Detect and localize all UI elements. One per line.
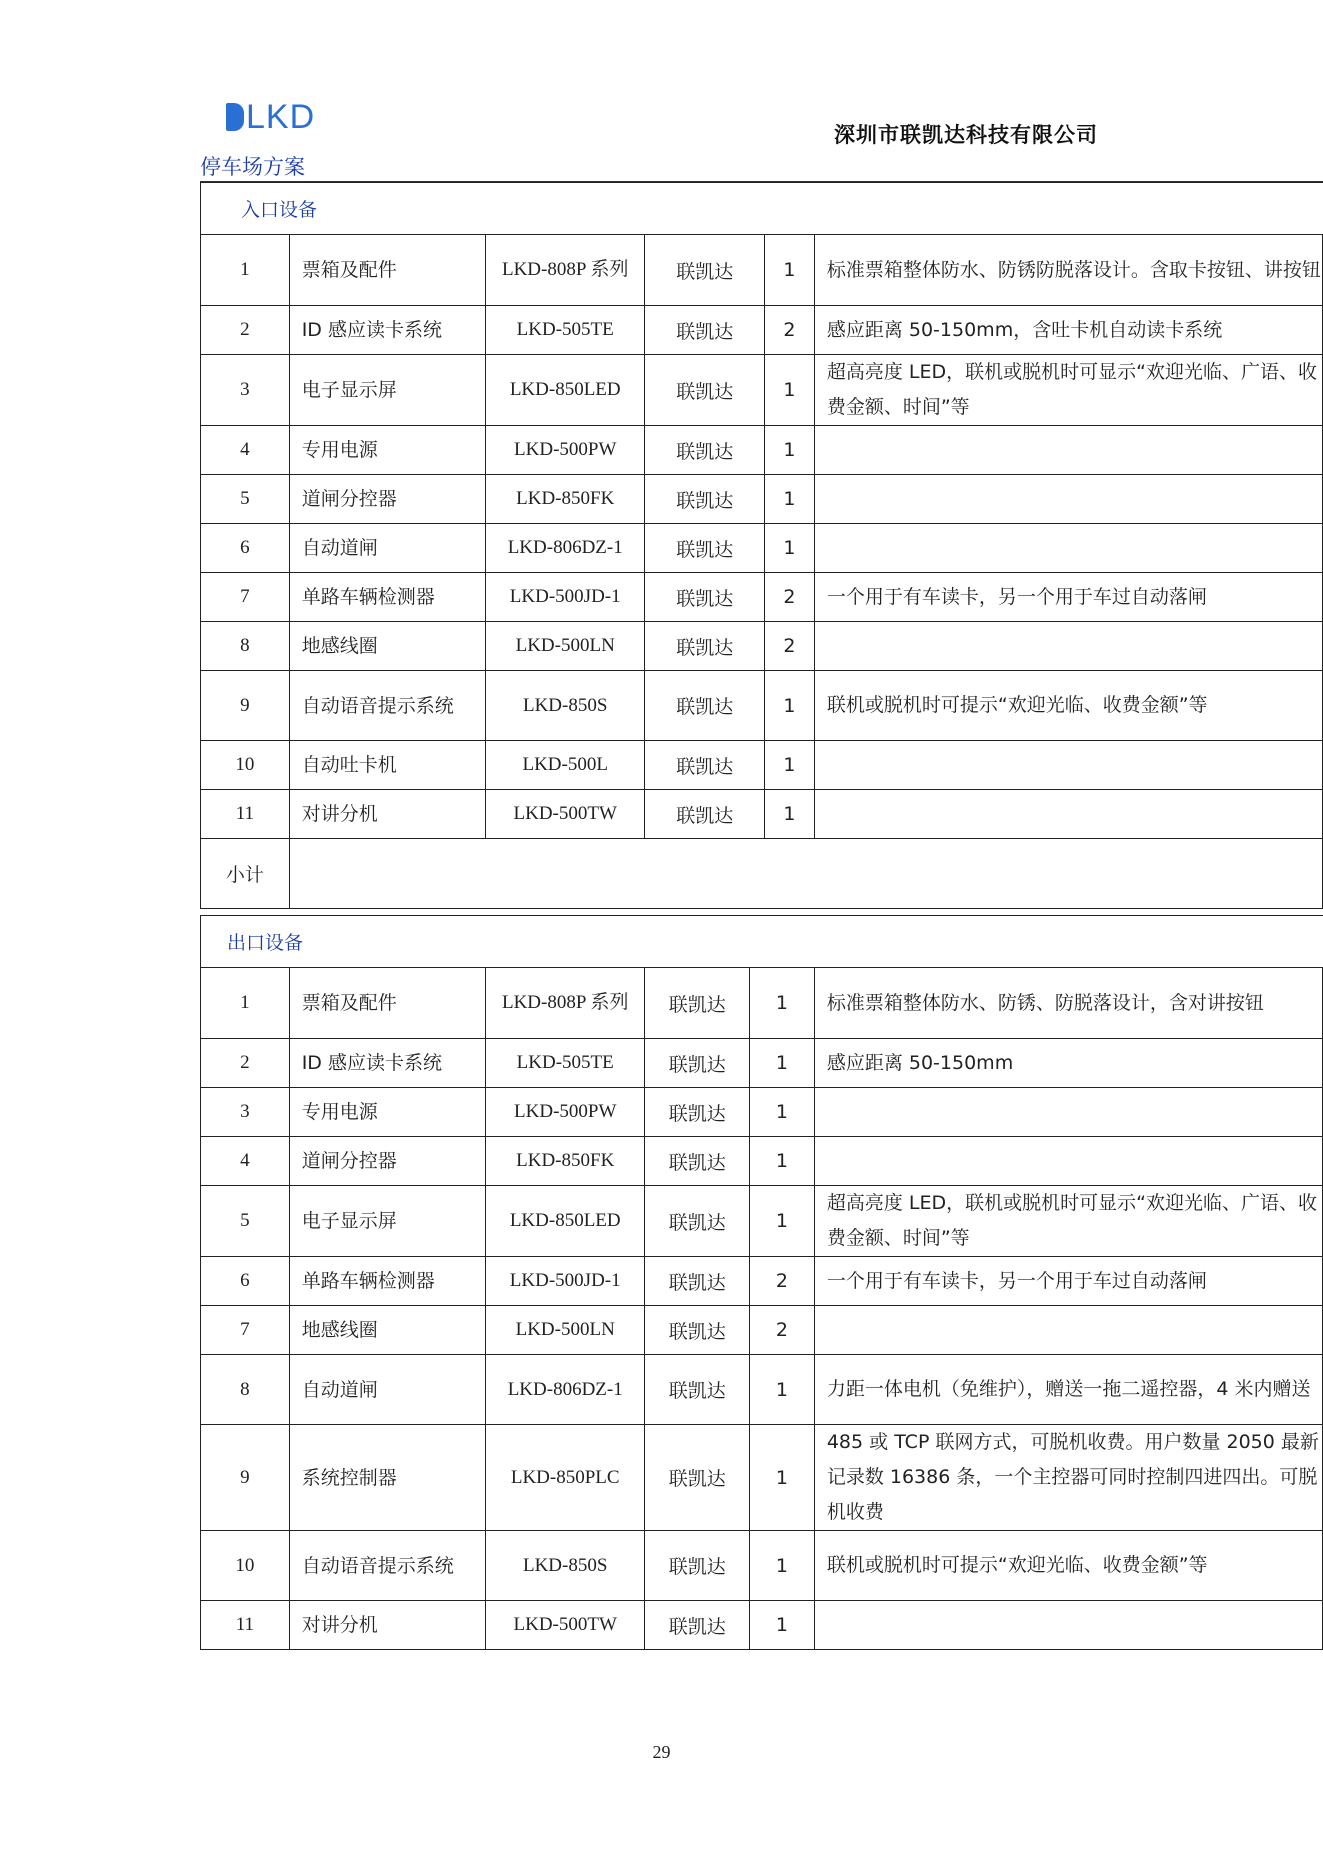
table-row bbox=[201, 426, 1323, 475]
entry-section-title: 入口设备 bbox=[201, 183, 1323, 235]
item-model: LKD-500L bbox=[486, 741, 645, 790]
exit-equipment-table bbox=[200, 915, 1323, 1650]
item-quantity: 1 bbox=[750, 1355, 815, 1425]
item-number: 3 bbox=[201, 355, 290, 426]
item-brand: 联凯达 bbox=[645, 1355, 750, 1425]
item-brand: 联凯达 bbox=[645, 355, 765, 426]
item-model: LKD-850LED bbox=[486, 1186, 645, 1257]
item-description: 超高亮度 LED，联机或脱机时可显示“欢迎光临、广语、收费金额、时间”等 bbox=[814, 355, 1322, 426]
item-description: 一个用于有车读卡，另一个用于车过自动落闸 bbox=[814, 573, 1322, 622]
item-brand: 联凯达 bbox=[645, 1186, 750, 1257]
company-name: 深圳市联凯达科技有限公司 bbox=[834, 122, 1098, 147]
item-name: 对讲分机 bbox=[289, 790, 485, 839]
table-row bbox=[201, 1601, 1323, 1650]
table-row bbox=[201, 1257, 1323, 1306]
item-description: 联机或脱机时可提示“欢迎光临、收费金额”等 bbox=[814, 671, 1322, 741]
item-model: LKD-850PLC bbox=[486, 1425, 645, 1531]
table-row bbox=[201, 968, 1323, 1039]
item-model: LKD-808P 系列 bbox=[486, 968, 645, 1039]
item-brand: 联凯达 bbox=[645, 1601, 750, 1650]
item-brand: 联凯达 bbox=[645, 1425, 750, 1531]
item-quantity: 1 bbox=[765, 790, 815, 839]
item-number: 7 bbox=[201, 1306, 290, 1355]
subtotal-row bbox=[201, 839, 1323, 909]
table-row bbox=[201, 1186, 1323, 1257]
item-name: 道闸分控器 bbox=[289, 475, 485, 524]
item-model: LKD-500JD-1 bbox=[486, 1257, 645, 1306]
item-number: 9 bbox=[201, 1425, 290, 1531]
item-model: LKD-500TW bbox=[486, 790, 645, 839]
item-brand: 联凯达 bbox=[645, 622, 765, 671]
item-brand: 联凯达 bbox=[645, 235, 765, 306]
item-number: 10 bbox=[201, 741, 290, 790]
item-brand: 联凯达 bbox=[645, 671, 765, 741]
item-name: 单路车辆检测器 bbox=[289, 1257, 485, 1306]
item-name: 自动道闸 bbox=[289, 524, 485, 573]
item-quantity: 1 bbox=[750, 968, 815, 1039]
item-model: LKD-808P 系列 bbox=[486, 235, 645, 306]
item-quantity: 1 bbox=[750, 1425, 815, 1531]
item-description bbox=[814, 426, 1322, 475]
subtotal-label: 小计 bbox=[201, 839, 290, 909]
item-description bbox=[814, 741, 1322, 790]
item-name: ID 感应读卡系统 bbox=[289, 1039, 485, 1088]
item-description: 一个用于有车读卡，另一个用于车过自动落闸 bbox=[814, 1257, 1322, 1306]
item-brand: 联凯达 bbox=[645, 1531, 750, 1601]
item-quantity: 1 bbox=[750, 1601, 815, 1650]
item-number: 4 bbox=[201, 1137, 290, 1186]
item-number: 5 bbox=[201, 475, 290, 524]
item-name: 系统控制器 bbox=[289, 1425, 485, 1531]
table-row bbox=[201, 1137, 1323, 1186]
table-row bbox=[201, 622, 1323, 671]
item-quantity: 1 bbox=[765, 355, 815, 426]
table-row bbox=[201, 741, 1323, 790]
item-quantity: 1 bbox=[750, 1186, 815, 1257]
table-row bbox=[201, 573, 1323, 622]
item-number: 2 bbox=[201, 306, 290, 355]
item-name: 地感线圈 bbox=[289, 622, 485, 671]
subtotal-value bbox=[289, 839, 1322, 909]
item-quantity: 1 bbox=[765, 524, 815, 573]
item-name: 票箱及配件 bbox=[289, 968, 485, 1039]
item-model: LKD-500LN bbox=[486, 1306, 645, 1355]
item-model: LKD-850FK bbox=[486, 475, 645, 524]
item-number: 11 bbox=[201, 1601, 290, 1650]
item-brand: 联凯达 bbox=[645, 968, 750, 1039]
table-row bbox=[201, 671, 1323, 741]
item-quantity: 1 bbox=[750, 1088, 815, 1137]
item-model: LKD-500JD-1 bbox=[486, 573, 645, 622]
item-number: 6 bbox=[201, 524, 290, 573]
item-model: LKD-850LED bbox=[486, 355, 645, 426]
item-number: 8 bbox=[201, 1355, 290, 1425]
item-name: 对讲分机 bbox=[289, 1601, 485, 1650]
item-model: LKD-505TE bbox=[486, 306, 645, 355]
item-number: 4 bbox=[201, 426, 290, 475]
item-name: 自动语音提示系统 bbox=[289, 671, 485, 741]
logo-text: LKD bbox=[246, 98, 316, 136]
item-brand: 联凯达 bbox=[645, 306, 765, 355]
item-number: 3 bbox=[201, 1088, 290, 1137]
item-description: 力距一体电机（免维护），赠送一拖二遥控器，4 米内赠送 bbox=[814, 1355, 1322, 1425]
item-model: LKD-850S bbox=[486, 671, 645, 741]
item-quantity: 1 bbox=[765, 475, 815, 524]
item-description: 感应距离 50-150mm bbox=[814, 1039, 1322, 1088]
item-number: 8 bbox=[201, 622, 290, 671]
company-logo bbox=[226, 100, 315, 134]
item-model: LKD-500PW bbox=[486, 1088, 645, 1137]
item-name: 专用电源 bbox=[289, 426, 485, 475]
item-description bbox=[814, 524, 1322, 573]
item-brand: 联凯达 bbox=[645, 741, 765, 790]
item-quantity: 1 bbox=[750, 1039, 815, 1088]
item-description: 485 或 TCP 联网方式，可脱机收费。用户数量 2050 最新记录数 16386 条，一个主控器可同时控制四进四出。可脱机收费 bbox=[814, 1425, 1322, 1531]
item-description bbox=[814, 1137, 1322, 1186]
item-number: 2 bbox=[201, 1039, 290, 1088]
item-description bbox=[814, 475, 1322, 524]
item-description: 感应距离 50-150mm，含吐卡机自动读卡系统 bbox=[814, 306, 1322, 355]
item-model: LKD-500TW bbox=[486, 1601, 645, 1650]
item-quantity: 2 bbox=[765, 573, 815, 622]
table-row bbox=[201, 524, 1323, 573]
item-number: 1 bbox=[201, 968, 290, 1039]
item-name: 自动语音提示系统 bbox=[289, 1531, 485, 1601]
table-row bbox=[201, 1531, 1323, 1601]
item-number: 10 bbox=[201, 1531, 290, 1601]
item-brand: 联凯达 bbox=[645, 1306, 750, 1355]
item-brand: 联凯达 bbox=[645, 475, 765, 524]
item-name: 电子显示屏 bbox=[289, 1186, 485, 1257]
item-model: LKD-850S bbox=[486, 1531, 645, 1601]
item-description: 超高亮度 LED，联机或脱机时可显示“欢迎光临、广语、收费金额、时间”等 bbox=[814, 1186, 1322, 1257]
item-description: 联机或脱机时可提示“欢迎光临、收费金额”等 bbox=[814, 1531, 1322, 1601]
item-quantity: 1 bbox=[765, 741, 815, 790]
table-row bbox=[201, 306, 1323, 355]
item-brand: 联凯达 bbox=[645, 524, 765, 573]
item-model: LKD-500LN bbox=[486, 622, 645, 671]
item-model: LKD-500PW bbox=[486, 426, 645, 475]
item-name: 自动吐卡机 bbox=[289, 741, 485, 790]
logo-mark-icon bbox=[226, 103, 244, 131]
item-description: 标准票箱整体防水、防锈、防脱落设计，含对讲按钮 bbox=[814, 968, 1322, 1039]
item-description bbox=[814, 790, 1322, 839]
item-name: 票箱及配件 bbox=[289, 235, 485, 306]
table-row bbox=[201, 1306, 1323, 1355]
item-quantity: 1 bbox=[750, 1137, 815, 1186]
page-number: 29 bbox=[652, 1742, 671, 1762]
item-description bbox=[814, 1601, 1322, 1650]
item-brand: 联凯达 bbox=[645, 426, 765, 475]
item-name: 地感线圈 bbox=[289, 1306, 485, 1355]
item-brand: 联凯达 bbox=[645, 1257, 750, 1306]
item-quantity: 1 bbox=[750, 1531, 815, 1601]
entry-equipment-table bbox=[200, 182, 1323, 909]
exit-section-title: 出口设备 bbox=[201, 916, 1323, 968]
table-row bbox=[201, 1039, 1323, 1088]
table-row bbox=[201, 235, 1323, 306]
item-description: 标准票箱整体防水、防锈防脱落设计。含取卡按钮、讲按钮 bbox=[814, 235, 1322, 306]
item-name: 电子显示屏 bbox=[289, 355, 485, 426]
item-model: LKD-505TE bbox=[486, 1039, 645, 1088]
item-number: 5 bbox=[201, 1186, 290, 1257]
item-model: LKD-806DZ-1 bbox=[486, 524, 645, 573]
table-row bbox=[201, 475, 1323, 524]
table-row bbox=[201, 790, 1323, 839]
item-number: 9 bbox=[201, 671, 290, 741]
item-quantity: 2 bbox=[750, 1306, 815, 1355]
item-number: 6 bbox=[201, 1257, 290, 1306]
item-model: LKD-850FK bbox=[486, 1137, 645, 1186]
item-brand: 联凯达 bbox=[645, 573, 765, 622]
item-number: 7 bbox=[201, 573, 290, 622]
item-name: 自动道闸 bbox=[289, 1355, 485, 1425]
item-quantity: 2 bbox=[765, 622, 815, 671]
item-name: 专用电源 bbox=[289, 1088, 485, 1137]
item-quantity: 1 bbox=[765, 426, 815, 475]
item-quantity: 2 bbox=[765, 306, 815, 355]
item-description bbox=[814, 622, 1322, 671]
item-number: 1 bbox=[201, 235, 290, 306]
table-row bbox=[201, 355, 1323, 426]
item-quantity: 2 bbox=[750, 1257, 815, 1306]
item-description bbox=[814, 1306, 1322, 1355]
table-row bbox=[201, 1088, 1323, 1137]
item-quantity: 1 bbox=[765, 671, 815, 741]
item-name: 单路车辆检测器 bbox=[289, 573, 485, 622]
document-title: 停车场方案 bbox=[200, 155, 305, 179]
item-brand: 联凯达 bbox=[645, 1039, 750, 1088]
item-description bbox=[814, 1088, 1322, 1137]
item-quantity: 1 bbox=[765, 235, 815, 306]
item-brand: 联凯达 bbox=[645, 1137, 750, 1186]
item-model: LKD-806DZ-1 bbox=[486, 1355, 645, 1425]
table-row bbox=[201, 1425, 1323, 1531]
item-number: 11 bbox=[201, 790, 290, 839]
item-brand: 联凯达 bbox=[645, 790, 765, 839]
item-brand: 联凯达 bbox=[645, 1088, 750, 1137]
item-name: ID 感应读卡系统 bbox=[289, 306, 485, 355]
table-row bbox=[201, 1355, 1323, 1425]
item-name: 道闸分控器 bbox=[289, 1137, 485, 1186]
